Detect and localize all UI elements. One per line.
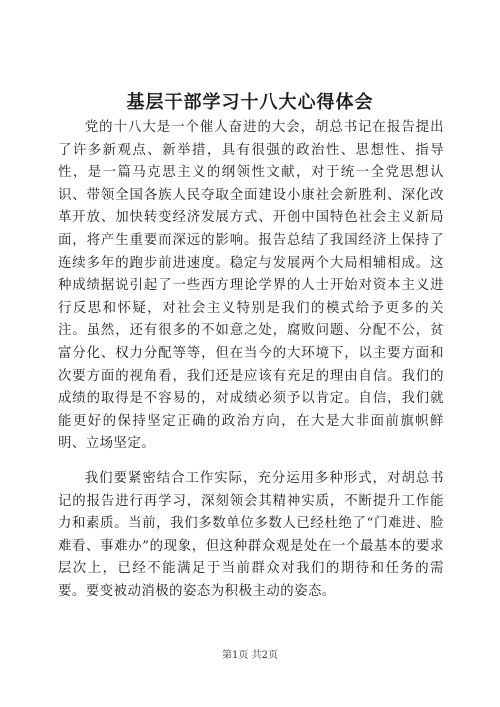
document-title: 基层干部学习十八大心得体会 [126, 92, 374, 113]
body-paragraph-2: 我们要紧密结合工作实际，充分运用多种形式，对胡总书记的报告进行再学习，深刻领会其精神实质，不断提升工作能力和素质。当前，我们多数单位多数人已经杜绝了“门难进、脸难看、事难办”的现象，但这种群众观是处在一个最基本的要求层次上，已经不能满足于当前群众对我们的期待和任务的需要。要变被动消极的姿态为积极主动的姿态。 [58, 470, 444, 599]
document-body [58, 117, 444, 615]
body-paragraph-1: 党的十八大是一个催人奋进的大会，胡总书记在报告提出了许多新观点、新举措，具有很强的政治性、思想性、指导性，是一篇马克思主义的纲领性文献，对于统一全党思想认识、带领全国各族人民夺取全面建设小康社会新胜利、深化改革开放、加快转变经济发展方式、开创中国特色社会主义新局面，将产生重要而深远的影响。报告总结了我国经济上保持了连续多年的跑步前进速度。稳定与发展两个大局相辅相成。这种成绩据说引起了一些西方理论学界的人士开始对资本主义进行反思和怀疑，对社会主义特别是我们的模式给予更多的关注。虽然，还有很多的不如意之处，腐败问题、分配不公，贫富分化、权力分配等等，但在当今的大环境下，以主要方面和次要方面的视角看，我们还是应该有充足的理由自信。我们的成绩的取得是不容易的，对成绩必须予以肯定。自信，我们就能更好的保持坚定正确的政治方向，在大是大非面前旗帜鲜明、立场坚定。 [58, 120, 444, 452]
page-number-footer: 第1页 共2页 [222, 650, 278, 661]
